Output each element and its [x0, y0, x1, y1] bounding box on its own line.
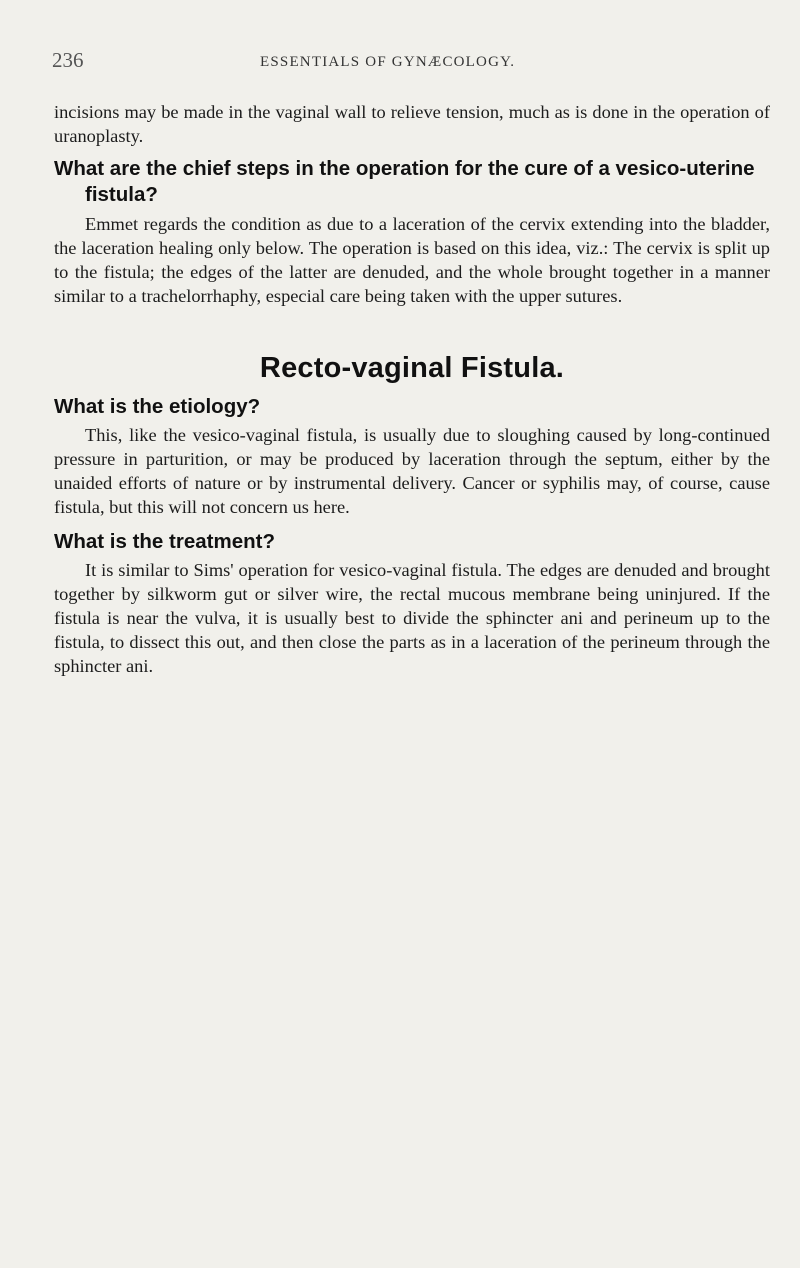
question-treatment: What is the treatment? — [54, 530, 275, 553]
running-head — [54, 48, 770, 88]
section-title-recto-vaginal: Recto-vaginal Fistula. — [259, 352, 565, 384]
answer-treatment: It is similar to Sims' operation for vesico-vaginal fistula. The edges are denuded and brought together by silkworm gut or silver wire, the rectal mucous membrane being uninjured. If the fistula is near the vulva, it is usually best to divide the sphincter ani and perineum up to the fistula, to dissect this out, and then close the parts as in a laceration of the perineum through the sphincter ani. — [54, 560, 770, 676]
page-number: 236 — [52, 48, 84, 72]
question-etiology: What is the etiology? — [54, 395, 261, 418]
answer-etiology: This, like the vesico-vaginal fistula, is usually due to sloughing caused by long-continued pressure in parturition, or may be produced by laceration through the septum, either by the unaided efforts of nature or by instrumental delivery. Cancer or syphilis may, of course, cause fistula, but this will not concern us here. — [54, 425, 770, 517]
intro-paragraph: incisions may be made in the vaginal wall to relieve tension, much as is done in the operation of uranoplasty. — [54, 102, 770, 146]
book-page — [54, 48, 770, 678]
question-vesico-uterine-steps: What are the chief steps in the operation for the cure of a vesico-uterine fistula? — [54, 157, 755, 206]
answer-vesico-uterine-steps: Emmet regards the condition as due to a laceration of the cervix extending into the bladder, the laceration healing only below. The operation is based on this idea, viz.: The cervix is split up to the fistula; the edges of the latter are denuded, and the whole brought together in a manner similar to a trachelorrhaphy, especial care being taken with the upper sutures. — [54, 214, 770, 306]
running-title: ESSENTIALS OF GYNÆCOLOGY. — [260, 54, 516, 70]
